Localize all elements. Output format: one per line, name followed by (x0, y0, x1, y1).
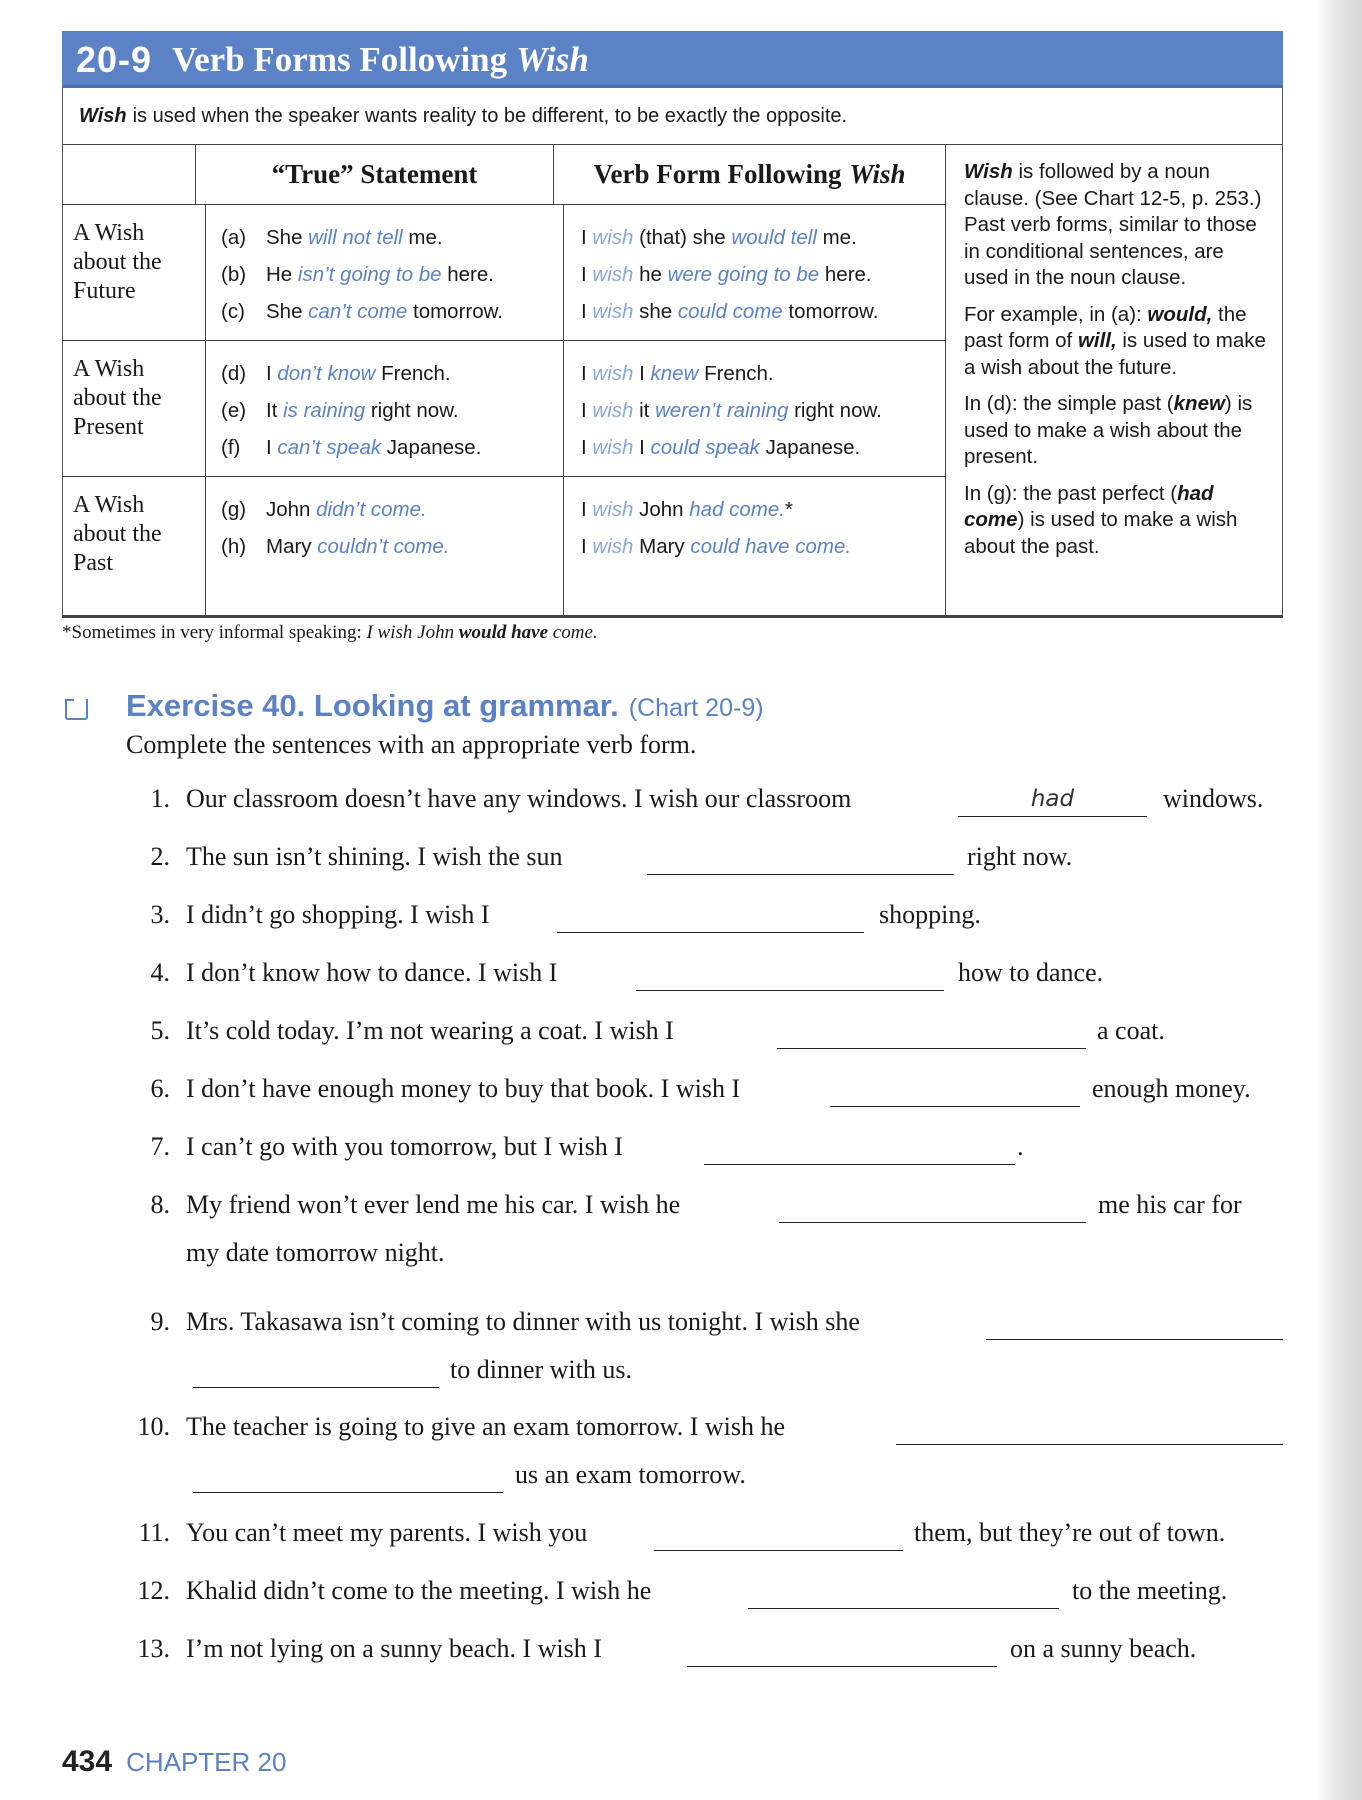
true-statement: (b) He isn’t going to be here. (221, 262, 494, 286)
answer-blank[interactable] (958, 816, 1147, 817)
item-continuation: enough money. (1092, 1074, 1251, 1103)
wish-form-cell (564, 477, 945, 615)
item-number: 11. (138, 1518, 170, 1547)
item-continuation: shopping. (879, 900, 981, 929)
item-number: 12. (137, 1576, 170, 1605)
answer-text: had (1030, 786, 1075, 812)
item-number: 4. (150, 958, 170, 987)
wish-statement: I wish it weren’t raining right now. (581, 398, 882, 422)
item-prompt: I didn’t go shopping. I wish I (186, 900, 490, 929)
item-continuation: me his car for (1098, 1190, 1242, 1219)
item-continuation: windows. (1163, 784, 1264, 813)
item-number: 9. (150, 1307, 170, 1336)
item-number: 5. (150, 1016, 170, 1045)
page-footer (62, 1745, 286, 1779)
item-continuation: on a sunny beach. (1010, 1634, 1197, 1663)
item-prompt: My friend won’t ever lend me his car. I wish he (186, 1190, 681, 1219)
true-statement: (d) I don’t know French. (221, 361, 451, 385)
item-number: 3. (150, 900, 170, 929)
table-row (63, 477, 945, 615)
answer-blank[interactable] (704, 1164, 1015, 1165)
col-header-wish: Verb Form Following Wish (593, 159, 906, 189)
answer-blank[interactable] (687, 1666, 997, 1667)
chart-number: 20-9 (76, 38, 153, 80)
item-prompt: Our classroom doesn’t have any windows. I wish our classroom (186, 784, 852, 813)
item-prompt: I don’t have enough money to buy that book. I wish I (186, 1074, 741, 1103)
item-continuation: us an exam tomorrow. (515, 1460, 746, 1489)
item-number: 8. (150, 1190, 170, 1219)
item-continuation: right now. (967, 842, 1073, 871)
item-continuation: to dinner with us. (450, 1355, 632, 1384)
item-prompt: The teacher is going to give an exam tomorrow. I wish he (186, 1412, 786, 1441)
wish-statement: I wish (that) she would tell me. (581, 225, 857, 249)
exercise-checkbox-icon[interactable] (65, 699, 88, 720)
item-prompt: I can’t go with you tomorrow, but I wish I (186, 1132, 623, 1161)
answer-blank[interactable] (193, 1492, 503, 1493)
item-number: 1. (150, 784, 170, 813)
col-header-true: “True” Statement (196, 145, 554, 204)
table-row (63, 205, 945, 341)
page-edge-shadow (1316, 0, 1362, 1800)
grammar-chart (62, 31, 1283, 618)
chart-body (63, 145, 1282, 615)
answer-blank[interactable] (986, 1339, 1283, 1340)
true-statement: (a) She will not tell me. (221, 225, 443, 249)
item-continuation: to the meeting. (1072, 1576, 1228, 1605)
table-rows (63, 205, 945, 615)
item-continuation: my date tomorrow night. (186, 1238, 445, 1267)
true-statement-cell (206, 341, 564, 476)
wish-statement: I wish he were going to be here. (581, 262, 872, 286)
true-statement: (e) It is raining right now. (221, 398, 459, 422)
answer-blank[interactable] (896, 1444, 1283, 1445)
row-category: A Wish about the Past (63, 477, 206, 615)
item-number: 6. (150, 1074, 170, 1103)
table-header-row (63, 145, 945, 205)
chart-intro: Wish is used when the speaker wants reality to be different, to be exactly the opposite. (63, 88, 1282, 145)
item-prompt: The sun isn’t shining. I wish the sun (186, 842, 563, 871)
chart-footnote: *Sometimes in very informal speaking: I wish John would have come. (62, 622, 598, 643)
true-statement: (h) Mary couldn’t come. (221, 534, 450, 558)
chart-notes (946, 145, 1282, 615)
item-prompt: I don’t know how to dance. I wish I (186, 958, 558, 987)
true-statement: (g) John didn’t come. (221, 497, 427, 521)
true-statement: (f) I can’t speak Japanese. (221, 435, 482, 459)
chart-note: In (d): the simple past (knew) is used to make a wish about the present. (964, 392, 1258, 468)
true-statement-cell (206, 477, 564, 615)
answer-blank[interactable] (777, 1048, 1086, 1049)
answer-blank[interactable] (557, 932, 864, 933)
true-statement: (c) She can’t come tomorrow. (221, 299, 504, 323)
answer-blank[interactable] (779, 1222, 1086, 1223)
answer-blank[interactable] (830, 1106, 1080, 1107)
exercise-title: Exercise 40. Looking at grammar. (Chart 20-9) (126, 688, 764, 723)
item-continuation: how to dance. (958, 958, 1104, 987)
item-number: 13. (137, 1634, 170, 1663)
chart-frame (62, 88, 1283, 618)
answer-blank[interactable] (193, 1387, 439, 1388)
page-number: 434 (62, 1745, 113, 1778)
item-number: 2. (150, 842, 170, 871)
wish-form-cell (564, 341, 945, 476)
item-prompt: Mrs. Takasawa isn’t coming to dinner with us tonight. I wish she (186, 1307, 860, 1336)
wish-statement: I wish John had come. * (581, 497, 793, 521)
wish-table (63, 145, 946, 615)
chart-note: Wish is followed by a noun clause. (See Chart 12-5, p. 253.) Past verb forms, similar to those in conditional sentences, are used in the noun clause. (964, 160, 1268, 289)
chart-note: In (g): the past perfect (had come) is used to make a wish about the past. (964, 481, 1244, 558)
exercise-instruction: Complete the sentences with an appropriate verb form. (126, 730, 697, 759)
chart-title: Verb Forms Following Wish (172, 39, 589, 79)
item-prompt: Khalid didn’t come to the meeting. I wish he (186, 1576, 652, 1605)
wish-statement: I wish I knew French. (581, 361, 774, 385)
answer-blank[interactable] (748, 1608, 1059, 1609)
chart-header (62, 31, 1283, 88)
wish-statement: I wish she could come tomorrow. (581, 299, 879, 323)
answer-blank[interactable] (647, 874, 954, 875)
row-category: A Wish about the Present (63, 341, 206, 476)
chapter-label: CHAPTER 20 (126, 1747, 287, 1777)
item-continuation: them, but they’re out of town. (914, 1518, 1226, 1547)
true-statement-cell (206, 205, 564, 340)
item-prompt: You can’t meet my parents. I wish you (186, 1518, 588, 1547)
row-category: A Wish about the Future (63, 205, 206, 340)
chart-note: For example, in (a): would, the past form of will, is used to make a wish about the future. (964, 302, 1272, 379)
table-row (63, 341, 945, 477)
wish-statement: I wish Mary could have come. (581, 534, 852, 558)
item-number: 7. (150, 1132, 170, 1161)
item-number: 10. (137, 1412, 170, 1441)
item-continuation: . (1017, 1132, 1024, 1161)
item-prompt: I’m not lying on a sunny beach. I wish I (186, 1634, 602, 1663)
answer-blank[interactable] (636, 990, 944, 991)
item-prompt: It’s cold today. I’m not wearing a coat. I wish I (186, 1016, 674, 1045)
answer-blank[interactable] (654, 1550, 903, 1551)
wish-form-cell (564, 205, 945, 340)
wish-statement: I wish I could speak Japanese. (581, 435, 861, 459)
item-continuation: a coat. (1097, 1016, 1165, 1045)
